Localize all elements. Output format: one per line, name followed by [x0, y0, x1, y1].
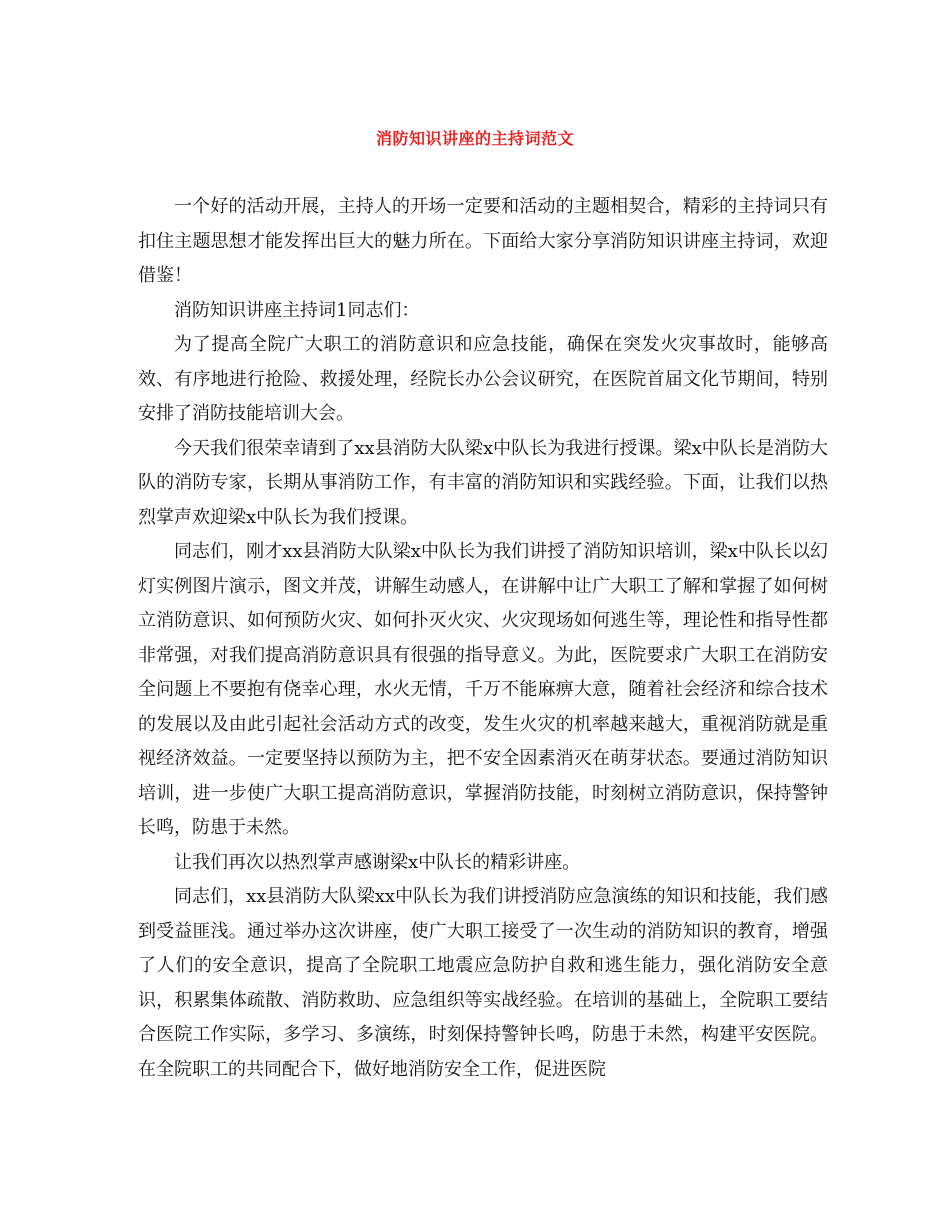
paragraph-speaker-intro: 今天我们很荣幸请到了xx县消防大队梁x中队长为我进行授课。梁x中队长是消防大队的消防专家，长期从事消防工作，有丰富的消防知识和实践经验。下面，让我们以热烈掌声欢迎梁x中队长为我们授课。 [138, 437, 828, 528]
paragraph-intro: 一个好的活动开展，主持人的开场一定要和活动的主题相契合，精彩的主持词只有扣住主题思想才能发挥出巨大的魅力所在。下面给大家分享消防知识讲座主持词，欢迎借鉴！ [138, 196, 828, 286]
document-body [138, 190, 828, 1087]
paragraph-purpose: 为了提高全院广大职工的消防意识和应急技能，确保在突发火灾事故时，能够高效、有序地进行抢险、救援处理，经院长办公会议研究，在医院首届文化节期间，特别安排了消防技能培训大会。 [138, 334, 828, 424]
paragraph-closing: 同志们，xx县消防大队梁xx中队长为我们讲授消防应急演练的知识和技能，我们感到受益匪浅。通过举办这次讲座，使广大职工接受了一次生动的消防知识的教育，增强了人们的安全意识，提高了全院职工地震应急防护自救和逃生能力，强化消防安全意识，积累集体疏散、消防救助、应急组织等实战经验。在培训的基础上，全院职工要结合医院工作实际，多学习、多演练，时刻保持警钟长鸣，防患于未然，构建平安医院。在全院职工的共同配合下，做好地消防安全工作，促进医院 [138, 886, 828, 1080]
paragraph-summary: 同志们，刚才xx县消防大队梁x中队长为我们讲授了消防知识培训，梁x中队长以幻灯实例图片演示，图文并茂，讲解生动感人，在讲解中让广大职工了解和掌握了如何树立消防意识、如何预防火灾、如何扑灭火灾、火灾现场如何逃生等，理论性和指导性都非常强，对我们提高消防意识具有很强的指导意义。为此，医院要求广大职工在消防安全问题上不要抱有侥幸心理，水火无情，千万不能麻痹大意，随着社会经济和综合技术的发展以及由此引起社会活动方式的改变，发生火灾的机率越来越大，重视消防就是重视经济效益。一定要坚持以预防为主，把不安全因素消灭在萌芽状态。要通过消防知识培训，进一步使广大职工提高消防意识，掌握消防技能，时刻树立消防意识，保持警钟长鸣，防患于未然。 [138, 541, 828, 838]
paragraph-thanks: 让我们再次以热烈掌声感谢梁x中队长的精彩讲座。 [174, 851, 581, 873]
paragraph-speech-heading: 消防知识讲座主持词1同志们： [174, 299, 420, 321]
document-title: 消防知识讲座的主持词范文 [375, 129, 574, 148]
